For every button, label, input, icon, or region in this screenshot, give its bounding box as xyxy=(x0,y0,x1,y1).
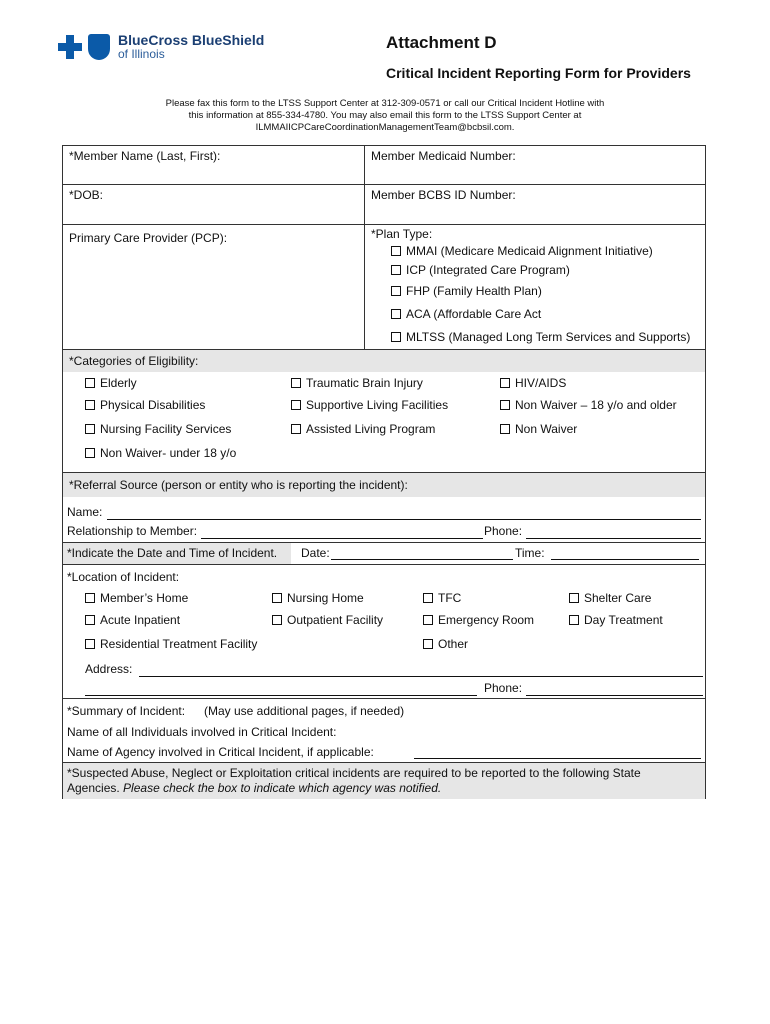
checkbox-icon[interactable] xyxy=(569,615,579,625)
checkbox-icon[interactable] xyxy=(85,400,95,410)
blue-cross-icon xyxy=(58,35,82,59)
eligibility-physical-disabilities[interactable]: Physical Disabilities xyxy=(85,398,205,412)
member-name-row xyxy=(62,145,706,185)
attachment-label: Attachment D xyxy=(386,33,497,52)
logo-name: BlueCross BlueShield xyxy=(118,32,265,48)
dob-row xyxy=(62,185,706,225)
plan-option-icp[interactable]: ICP (Integrated Care Program) xyxy=(391,260,699,281)
checkbox-icon[interactable] xyxy=(85,424,95,434)
eligibility-tbi[interactable]: Traumatic Brain Injury xyxy=(291,376,423,390)
location-phone-label: Phone: xyxy=(484,681,523,695)
pcp-plan-row xyxy=(62,225,706,350)
location-label: *Location of Incident: xyxy=(67,570,180,584)
incident-time-label: Time: xyxy=(515,546,545,560)
dob-field[interactable]: *DOB: xyxy=(63,185,365,224)
address-input[interactable] xyxy=(139,676,703,677)
checkbox-icon[interactable] xyxy=(500,400,510,410)
eligibility-hiv-aids[interactable]: HIV/AIDS xyxy=(500,376,566,390)
plan-option-aca[interactable]: ACA (Affordable Care Act xyxy=(391,304,699,325)
eligibility-label: *Categories of Eligibility: xyxy=(69,354,199,368)
summary-note: (May use additional pages, if needed) xyxy=(204,704,405,718)
location-emergency-room[interactable]: Emergency Room xyxy=(423,613,534,627)
checkbox-icon[interactable] xyxy=(291,424,301,434)
checkbox-icon[interactable] xyxy=(391,332,401,342)
referral-phone-label: Phone: xyxy=(484,524,523,538)
incident-form xyxy=(62,145,706,799)
location-outpatient[interactable]: Outpatient Facility xyxy=(272,613,383,627)
address-line-2-input[interactable] xyxy=(85,695,477,696)
plan-option-mltss[interactable]: MLTSS (Managed Long Term Services and Supports) xyxy=(391,327,699,348)
incident-date-input[interactable] xyxy=(331,559,513,560)
location-phone-input[interactable] xyxy=(526,695,703,696)
checkbox-icon[interactable] xyxy=(272,593,282,603)
checkbox-icon[interactable] xyxy=(291,378,301,388)
eligibility-assisted-living[interactable]: Assisted Living Program xyxy=(291,422,435,436)
summary-label: *Summary of Incident: xyxy=(67,704,186,718)
eligibility-elderly[interactable]: Elderly xyxy=(85,376,137,390)
bcbs-logo xyxy=(58,30,264,64)
referral-name-input[interactable] xyxy=(107,519,701,520)
checkbox-icon[interactable] xyxy=(423,639,433,649)
eligibility-non-waiver[interactable]: Non Waiver xyxy=(500,422,577,436)
member-name-field[interactable]: *Member Name (Last, First): xyxy=(63,146,365,184)
abuse-notice-line2: Agencies. Please check the box to indicate which agency was notified. xyxy=(67,781,442,795)
checkbox-icon[interactable] xyxy=(500,424,510,434)
referral-name-label: Name: xyxy=(67,505,103,519)
location-residential-treatment[interactable]: Residential Treatment Facility xyxy=(85,637,257,651)
checkbox-icon[interactable] xyxy=(85,615,95,625)
checkbox-icon[interactable] xyxy=(85,639,95,649)
checkbox-icon[interactable] xyxy=(272,615,282,625)
logo-state: of Illinois xyxy=(118,47,165,61)
checkbox-icon[interactable] xyxy=(85,378,95,388)
checkbox-icon[interactable] xyxy=(423,593,433,603)
plan-option-mmai[interactable]: MMAI (Medicare Medicaid Alignment Initiative) xyxy=(391,241,699,262)
form-title: Critical Incident Reporting Form for Providers xyxy=(386,65,691,81)
incident-time-input[interactable] xyxy=(551,559,699,560)
plan-option-fhp[interactable]: FHP (Family Health Plan) xyxy=(391,281,699,302)
location-day-treatment[interactable]: Day Treatment xyxy=(569,613,663,627)
location-acute-inpatient[interactable]: Acute Inpatient xyxy=(85,613,180,627)
incident-datetime-label: *Indicate the Date and Time of Incident. xyxy=(67,546,278,560)
eligibility-non-waiver-under-18[interactable]: Non Waiver- under 18 y/o xyxy=(85,446,236,460)
checkbox-icon[interactable] xyxy=(391,309,401,319)
location-members-home[interactable]: Member’s Home xyxy=(85,591,188,605)
incident-datetime-row xyxy=(62,543,706,565)
checkbox-icon[interactable] xyxy=(569,593,579,603)
relationship-input[interactable] xyxy=(201,538,483,539)
eligibility-supportive-living[interactable]: Supportive Living Facilities xyxy=(291,398,448,412)
checkbox-icon[interactable] xyxy=(500,378,510,388)
eligibility-section xyxy=(62,350,706,473)
blue-shield-icon xyxy=(88,34,110,60)
individuals-label: Name of all Individuals involved in Critical Incident: xyxy=(67,725,337,739)
location-other[interactable]: Other xyxy=(423,637,468,651)
address-label: Address: xyxy=(85,662,133,676)
summary-section xyxy=(62,699,706,763)
eligibility-nursing-facility[interactable]: Nursing Facility Services xyxy=(85,422,231,436)
location-nursing-home[interactable]: Nursing Home xyxy=(272,591,364,605)
abuse-notice xyxy=(62,763,706,799)
checkbox-icon[interactable] xyxy=(391,286,401,296)
location-section xyxy=(62,565,706,699)
referral-section xyxy=(62,473,706,543)
plan-type-label: *Plan Type: xyxy=(371,227,433,241)
incident-date-label: Date: xyxy=(301,546,330,560)
agency-input[interactable] xyxy=(414,758,701,759)
eligibility-non-waiver-18-older[interactable]: Non Waiver – 18 y/o and older xyxy=(500,398,677,412)
checkbox-icon[interactable] xyxy=(85,448,95,458)
referral-phone-input[interactable] xyxy=(526,538,701,539)
abuse-notice-line1: *Suspected Abuse, Neglect or Exploitation critical incidents are required to be reported to the following State xyxy=(67,766,641,780)
checkbox-icon[interactable] xyxy=(391,246,401,256)
intro-text: Please fax this form to the LTSS Support Center at 312-309-0571 or call our Critical Incident Hotline with this information at 855-334-4780. You may also email this form to the LTSS Support Center at ILMMAIICPCareCoordinationManagementTeam@bcbsil.com. xyxy=(165,98,605,133)
checkbox-icon[interactable] xyxy=(291,400,301,410)
bcbs-id-field[interactable]: Member BCBS ID Number: xyxy=(371,188,516,202)
agency-label: Name of Agency involved in Critical Incident, if applicable: xyxy=(67,745,374,759)
relationship-label: Relationship to Member: xyxy=(67,524,198,538)
location-tfc[interactable]: TFC xyxy=(423,591,461,605)
pcp-field[interactable]: Primary Care Provider (PCP): xyxy=(63,225,365,349)
location-shelter-care[interactable]: Shelter Care xyxy=(569,591,651,605)
referral-label: *Referral Source (person or entity who is reporting the incident): xyxy=(69,478,408,492)
checkbox-icon[interactable] xyxy=(391,265,401,275)
checkbox-icon[interactable] xyxy=(85,593,95,603)
medicaid-number-field[interactable]: Member Medicaid Number: xyxy=(371,149,516,163)
checkbox-icon[interactable] xyxy=(423,615,433,625)
